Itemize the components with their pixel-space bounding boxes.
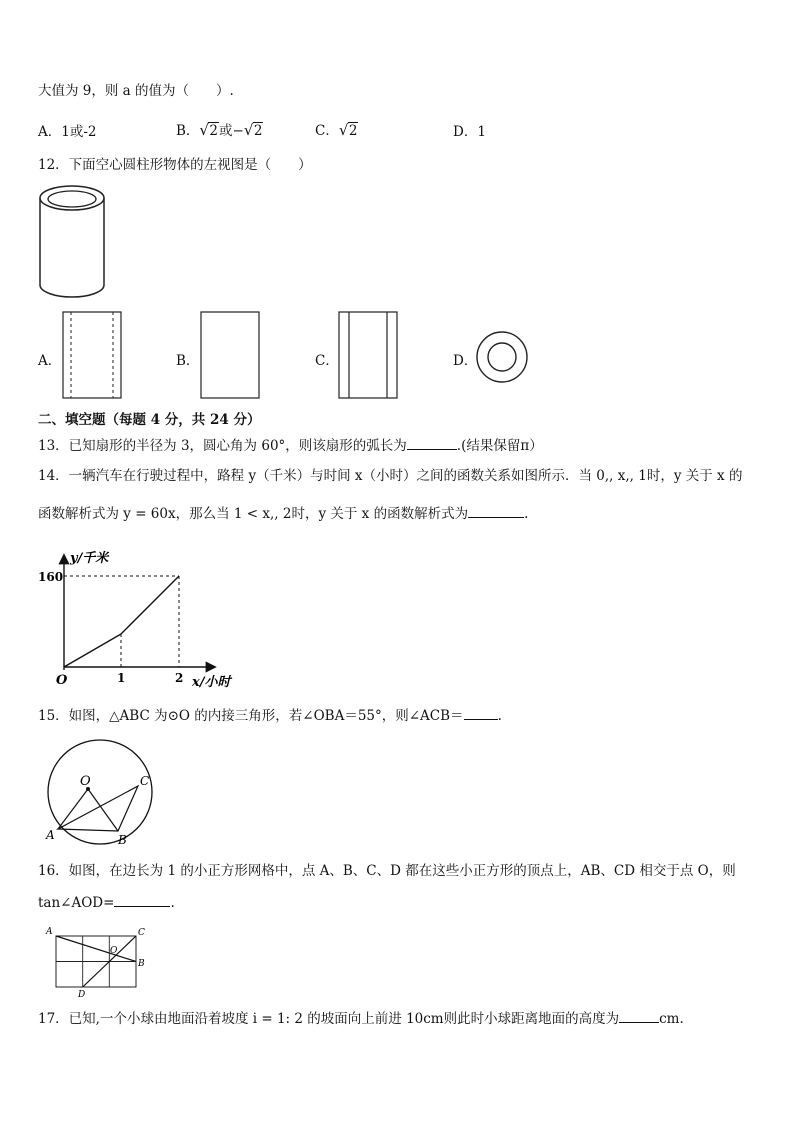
q15-label-c: C bbox=[140, 774, 150, 788]
q12-option-b-figure bbox=[198, 310, 262, 400]
q14-distance-time-graph bbox=[36, 548, 246, 693]
q12-hollow-cylinder-figure bbox=[36, 183, 112, 301]
q14-xlabel: x/小时 bbox=[192, 675, 231, 690]
q13-tail: .(结果保留π） bbox=[456, 438, 543, 454]
q14-origin-label: O bbox=[56, 673, 68, 688]
q13-stem: 13．已知扇形的半径为 3，圆心角为 60°，则该扇形的弧长为 bbox=[38, 438, 407, 454]
q12-option-a-figure bbox=[60, 310, 124, 400]
q16-line-2 bbox=[38, 894, 175, 912]
q17-line bbox=[38, 1010, 684, 1028]
q12-label-d: D． bbox=[453, 353, 478, 369]
q11-option-c-sqrt: √ 2 bbox=[338, 121, 358, 139]
q11-option-b-prefix: B． bbox=[176, 123, 200, 139]
q16-label-b: B bbox=[138, 959, 145, 969]
q16-line-1: 16．如图，在边长为 1 的小正方形网格中，点 A、B、C、D 都在这些小正方形的顶点上，AB、CD 相交于点 O，则 bbox=[38, 863, 736, 879]
q15-segment-oa bbox=[58, 789, 88, 829]
q15-circle bbox=[48, 740, 152, 844]
q11-option-a: A．1或-2 bbox=[38, 124, 97, 140]
q15-label-a: A bbox=[46, 828, 55, 842]
q15-stem: 15．如图，△ABC 为⊙O 的内接三角形，若∠OBA＝55°，则∠ACB＝ bbox=[38, 708, 464, 724]
q14-ylabel: y/千米 bbox=[70, 551, 109, 566]
q12-label-b: B． bbox=[176, 353, 200, 369]
q16-label-c: C bbox=[138, 928, 145, 938]
q12-label-c: C． bbox=[315, 353, 339, 369]
q14-ytick-160: 160 bbox=[38, 570, 64, 584]
q15-label-b: B bbox=[118, 833, 127, 847]
q11-option-b-sqrt1: √ 2 bbox=[199, 121, 219, 139]
q14-line-2 bbox=[38, 505, 528, 523]
q16-label-d: D bbox=[78, 990, 86, 1000]
q12-option-d-figure bbox=[474, 329, 530, 385]
q15-circle-figure bbox=[34, 738, 164, 850]
q11-option-b bbox=[176, 119, 263, 139]
q16-line-2-end: . bbox=[170, 895, 175, 911]
q16-line-2-text: tan∠AOD= bbox=[38, 895, 115, 911]
q14-answer-blank[interactable] bbox=[468, 505, 524, 518]
q17-stem: 17．已知,一个小球由地面沿着坡度 i = 1: 2 的坡面向上前进 10cm则此时小球距离地面的高度为 bbox=[38, 1011, 620, 1027]
q12-stem: 12．下面空心圆柱形物体的左视图是（ ） bbox=[38, 157, 312, 173]
q16-answer-blank[interactable] bbox=[114, 894, 170, 907]
q14-line-1: 14．一辆汽车在行驶过程中，路程 y（千米）与时间 x（小时）之间的函数关系如图所示．当 0,, x,, 1时，y 关于 x 的 bbox=[38, 468, 743, 484]
section-2-title: 二、填空题（每题 4 分，共 24 分） bbox=[38, 412, 261, 428]
q12-option-c-figure bbox=[336, 310, 400, 400]
q15-label-o: O bbox=[80, 774, 91, 789]
q11-option-c bbox=[315, 119, 358, 139]
q16-label-o: O bbox=[110, 946, 118, 956]
q14-line-2-text: 函数解析式为 y = 60x，那么当 1 < x,, 2时，y 关于 x 的函数解析式为 bbox=[38, 506, 469, 522]
q14-line-2-end: . bbox=[524, 506, 529, 522]
q11-option-d: D．1 bbox=[453, 124, 486, 140]
q13-line bbox=[38, 437, 543, 455]
q15-answer-blank[interactable] bbox=[464, 707, 498, 720]
q16-label-a: A bbox=[46, 927, 53, 937]
q11-option-b-sqrt2: √ 2 bbox=[243, 121, 263, 139]
q15-end: . bbox=[497, 708, 502, 724]
q13-answer-blank[interactable] bbox=[407, 437, 457, 450]
q15-line bbox=[38, 707, 502, 725]
q16-segment-ab bbox=[56, 936, 136, 962]
q17-unit: cm. bbox=[659, 1011, 684, 1027]
q17-answer-blank[interactable] bbox=[619, 1010, 659, 1023]
q12-label-a: A． bbox=[38, 353, 62, 369]
q15-triangle-abc bbox=[58, 786, 138, 831]
q11-option-c-prefix: C． bbox=[315, 123, 339, 139]
q11-option-b-mid: 或− bbox=[219, 123, 244, 139]
q14-xtick-2: 2 bbox=[175, 671, 184, 685]
q16-grid-figure bbox=[42, 924, 152, 1000]
q14-xtick-1: 1 bbox=[117, 671, 126, 685]
q11-stem-tail: 大值为 9，则 a 的值为（ ）. bbox=[38, 83, 234, 99]
